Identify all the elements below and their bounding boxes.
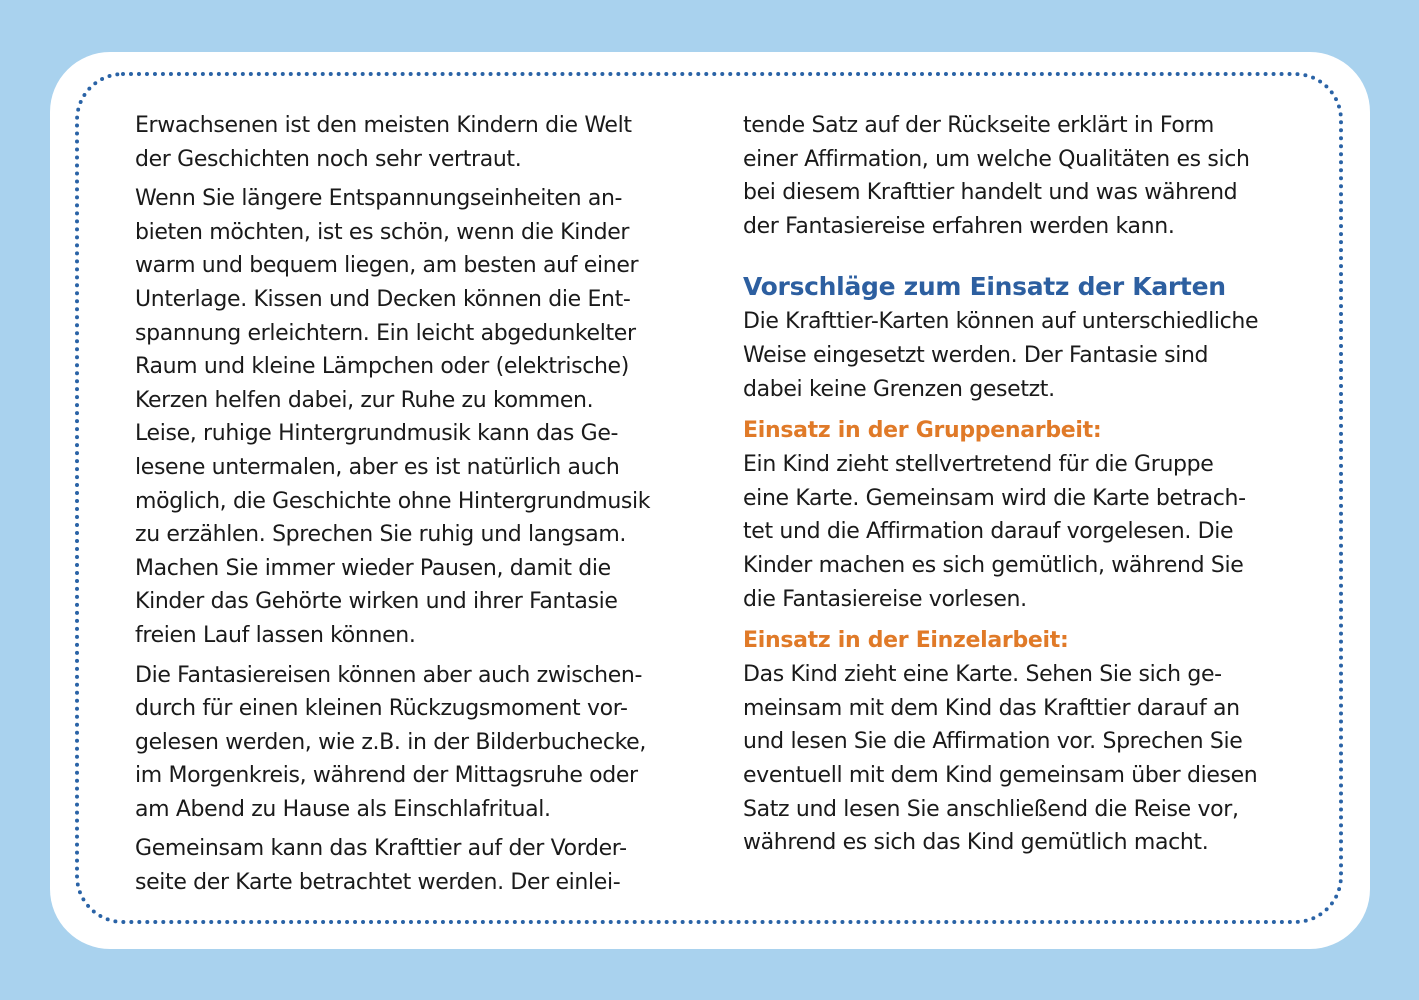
text-line: warm und bequem liegen, am besten auf einer <box>135 253 639 279</box>
text-line: Kinder machen es sich gemütlich, während Sie <box>743 552 1244 578</box>
text-line: während es sich das Kind gemütlich macht. <box>743 830 1209 856</box>
text-line: Die Krafttier-Karten können auf unterschiedliche <box>743 309 1259 335</box>
text-line: eine Karte. Gemeinsam wird die Karte betrach- <box>743 485 1246 511</box>
text-line: gelesen werden, wie z.B. in der Bilderbuchecke, <box>135 729 647 755</box>
single-work-title: Einsatz in der Einzelarbeit: <box>743 628 1069 654</box>
text-line: Gemeinsam kann das Krafttier auf der Vorder- <box>135 836 627 862</box>
paragraph-intro <box>135 109 695 176</box>
text-line: Machen Sie immer wieder Pausen, damit die <box>135 555 611 581</box>
text-line: spannung erleichtern. Ein leicht abgedunkelter <box>135 320 636 346</box>
text-line: tende Satz auf der Rückseite erklärt in Form <box>743 113 1214 138</box>
paragraph-group-work <box>743 448 1303 616</box>
text-line: Unterlage. Kissen und Decken können die Ent- <box>135 286 631 312</box>
text-line: einer Affirmation, um welche Qualitäten es sich <box>743 146 1250 172</box>
text-line: freien Lauf lassen können. <box>135 622 416 648</box>
text-line: Kinder das Gehörte wirken und ihrer Fantasie <box>135 589 618 615</box>
group-work-title: Einsatz in der Gruppenarbeit: <box>743 418 1102 444</box>
text-line: Raum und kleine Lämpchen oder (elektrische) <box>135 354 629 380</box>
paragraph-suggestions <box>743 305 1303 406</box>
text-line: seite der Karte betrachtet werden. Der einlei- <box>135 870 621 896</box>
text-line: Weise eingesetzt werden. Der Fantasie sind <box>743 342 1209 368</box>
section-title: Vorschläge zum Einsatz der Karten <box>743 272 1226 302</box>
text-line: die Fantasiereise vorlesen. <box>743 586 1027 612</box>
text-line: Kerzen helfen dabei, zur Ruhe zu kommen. <box>135 387 594 413</box>
left-column <box>135 109 695 906</box>
text-line: Ein Kind zieht stellvertretend für die Gruppe <box>743 452 1214 478</box>
paragraph-card-front <box>135 832 695 899</box>
text-line: zu erzählen. Sprechen Sie ruhig und langsam. <box>135 522 627 548</box>
text-line: durch für einen kleinen Rückzugsmoment vor- <box>135 696 628 722</box>
text-line: Erwachsenen ist den meisten Kindern die Welt <box>135 113 632 138</box>
text-line: der Fantasiereise erfahren werden kann. <box>743 213 1175 239</box>
text-line: tet und die Affirmation darauf vorgelesen. Die <box>743 519 1234 545</box>
text-line: eventuell mit dem Kind gemeinsam über diesen <box>743 762 1258 788</box>
text-line: Das Kind zieht eine Karte. Sehen Sie sich ge- <box>743 662 1222 688</box>
text-line: bieten möchten, ist es schön, wenn die Kinder <box>135 219 630 245</box>
text-line: Satz und lesen Sie anschließend die Reise vor, <box>743 796 1239 822</box>
text-line: Leise, ruhige Hintergrundmusik kann das Ge- <box>135 421 619 447</box>
paragraph-card-back <box>743 109 1303 243</box>
right-column <box>743 109 1303 866</box>
text-line: lesene untermalen, aber es ist natürlich auch <box>135 454 620 480</box>
text-line: der Geschichten noch sehr vertraut. <box>135 146 522 172</box>
text-line: meinsam mit dem Kind das Krafttier darauf an <box>743 695 1240 721</box>
text-line: möglich, die Geschichte ohne Hintergrundmusik <box>135 488 651 514</box>
text-line: Wenn Sie längere Entspannungseinheiten an- <box>135 186 623 212</box>
paragraph-single-work <box>743 658 1303 860</box>
text-line: dabei keine Grenzen gesetzt. <box>743 376 1055 402</box>
text-line: am Abend zu Hause als Einschlafritual. <box>135 796 551 822</box>
text-line: und lesen Sie die Affirmation vor. Sprechen Sie <box>743 729 1243 755</box>
text-line: im Morgenkreis, während der Mittagsruhe oder <box>135 763 638 789</box>
text-line: Die Fantasiereisen können aber auch zwischen- <box>135 662 643 688</box>
text-line: bei diesem Krafttier handelt und was während <box>743 180 1238 206</box>
paragraph-usage-moments <box>135 659 695 827</box>
paragraph-relaxation-setup <box>135 182 695 652</box>
